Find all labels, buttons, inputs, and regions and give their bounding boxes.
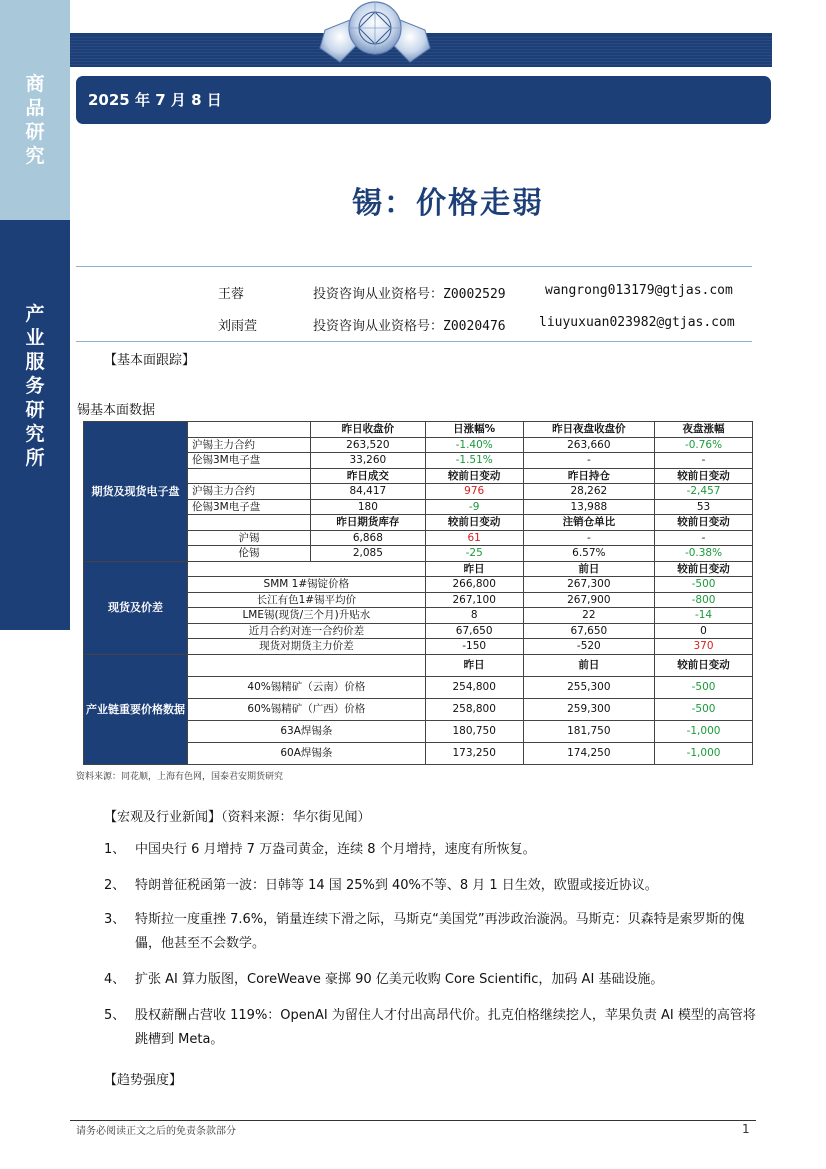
- table-row: SMM 1#锡锭价格 266,800 267,300 -500: [84, 577, 753, 593]
- category-cell: 期货及现货电子盘: [84, 422, 188, 562]
- news-item: 2、 特朗普征税函第一波：日韩等 14 国 25%到 40%不等、8 月 1 日生效，欧盟或接近协议。: [104, 878, 658, 893]
- sidebar-bottom-label: 产 业 服 务 研 究 所: [25, 303, 45, 469]
- trend-heading: 【趋势强度】: [104, 1073, 183, 1088]
- table-header-row: 现货及价差 昨日 前日 较前日变动: [84, 561, 753, 577]
- category-cell: 产业链重要价格数据: [84, 654, 188, 764]
- table-header-row: 期货及现货电子盘 昨日收盘价 日涨幅% 昨日夜盘收盘价 夜盘涨幅: [84, 422, 753, 438]
- sidebar-top-label: 商 品 研 究: [25, 73, 45, 167]
- table-row: 沪锡 6,868 61 - -: [84, 530, 753, 546]
- category-cell: 现货及价差: [84, 561, 188, 654]
- news-heading: 【宏观及行业新闻】（资料来源：华尔街见闻）: [104, 810, 371, 825]
- author-cert: 投资咨询从业资格号：Z0002529: [313, 287, 506, 302]
- divider-top: [76, 266, 752, 267]
- news-item: 1、 中国央行 6 月增持 7 万盎司黄金，连续 8 个月增持，速度有所恢复。: [104, 842, 536, 857]
- table-row: 长江有色1#锡平均价 267,100 267,900 -800: [84, 592, 753, 608]
- table-row: 沪锡主力合约 84,417 976 28,262 -2,457: [84, 484, 753, 500]
- table-row: 60%锡精矿（广西）价格 258,800 259,300 -500: [84, 698, 753, 720]
- table-row: 近月合约对连一合约价差 67,650 67,650 0: [84, 623, 753, 639]
- report-date: 2025 年 7 月 8 日: [88, 91, 222, 109]
- news-item: 4、 扩张 AI 算力版图，CoreWeave 豪掷 90 亿美元收购 Core Scientific，加码 AI 基础设施。: [104, 972, 664, 987]
- table-header-row: 产业链重要价格数据 昨日 前日 较前日变动: [84, 654, 753, 676]
- table-row: 伦锡3M电子盘 180 -9 13,988 53: [84, 499, 753, 515]
- table-row: 伦锡 2,085 -25 6.57% -0.38%: [84, 546, 753, 562]
- table-row: 40%锡精矿（云南）价格 254,800 255,300 -500: [84, 676, 753, 698]
- author-name: 王蓉: [218, 287, 245, 302]
- table-row: 现货对期货主力价差 -150 -520 370: [84, 639, 753, 655]
- table-header-row: 昨日成交 较前日变动 昨日持仓 较前日变动: [84, 468, 753, 484]
- page-number: 1: [742, 1122, 750, 1136]
- left-sidebar: [0, 0, 70, 1169]
- table-header-row: 昨日期货库存 较前日变动 注销仓单比 较前日变动: [84, 515, 753, 531]
- table-row: 沪锡主力合约 263,520 -1.40% 263,660 -0.76%: [84, 437, 753, 453]
- table-row: 60A焊锡条 173,250 174,250 -1,000: [84, 742, 753, 764]
- footer-divider: [70, 1120, 756, 1121]
- author-name: 刘雨萱: [218, 319, 258, 334]
- author-email[interactable]: wangrong013179@gtjas.com: [545, 283, 733, 298]
- table-row: LME锡(现货/三个月)升贴水 8 22 -14: [84, 608, 753, 624]
- table-row: 63A焊锡条 180,750 181,750 -1,000: [84, 720, 753, 742]
- table-caption: 锡基本面数据: [77, 403, 156, 418]
- author-cert: 投资咨询从业资格号：Z0020476: [313, 319, 506, 334]
- fundamentals-heading: 【基本面跟踪】: [104, 353, 196, 368]
- page-title: 锡：价格走弱: [352, 186, 544, 221]
- table-source: 资料来源：同花顺，上海有色网，国泰君安期货研究: [76, 772, 284, 782]
- table-row: 伦锡3M电子盘 33,260 -1.51% - -: [84, 453, 753, 469]
- news-item: 5、 股权薪酬占营收 119%：OpenAI 为留住人才付出高昂代价。扎克伯格继续挖人，苹果负责 AI 模型的高管将跳槽到 Meta。: [104, 1008, 756, 1047]
- footer-disclaimer: 请务必阅读正文之后的免责条款部分: [76, 1126, 236, 1137]
- diamond-logo-icon: [305, 0, 445, 68]
- fundamentals-table: [83, 421, 753, 765]
- news-item: 3、 特斯拉一度重挫 7.6%，销量连续下滑之际，马斯克“美国党”再涉政治漩涡。马斯克：贝森特是索罗斯的傀儡，他甚至不会数学。: [104, 912, 745, 951]
- divider-authors: [76, 341, 752, 342]
- author-email[interactable]: liuyuxuan023982@gtjas.com: [539, 315, 735, 330]
